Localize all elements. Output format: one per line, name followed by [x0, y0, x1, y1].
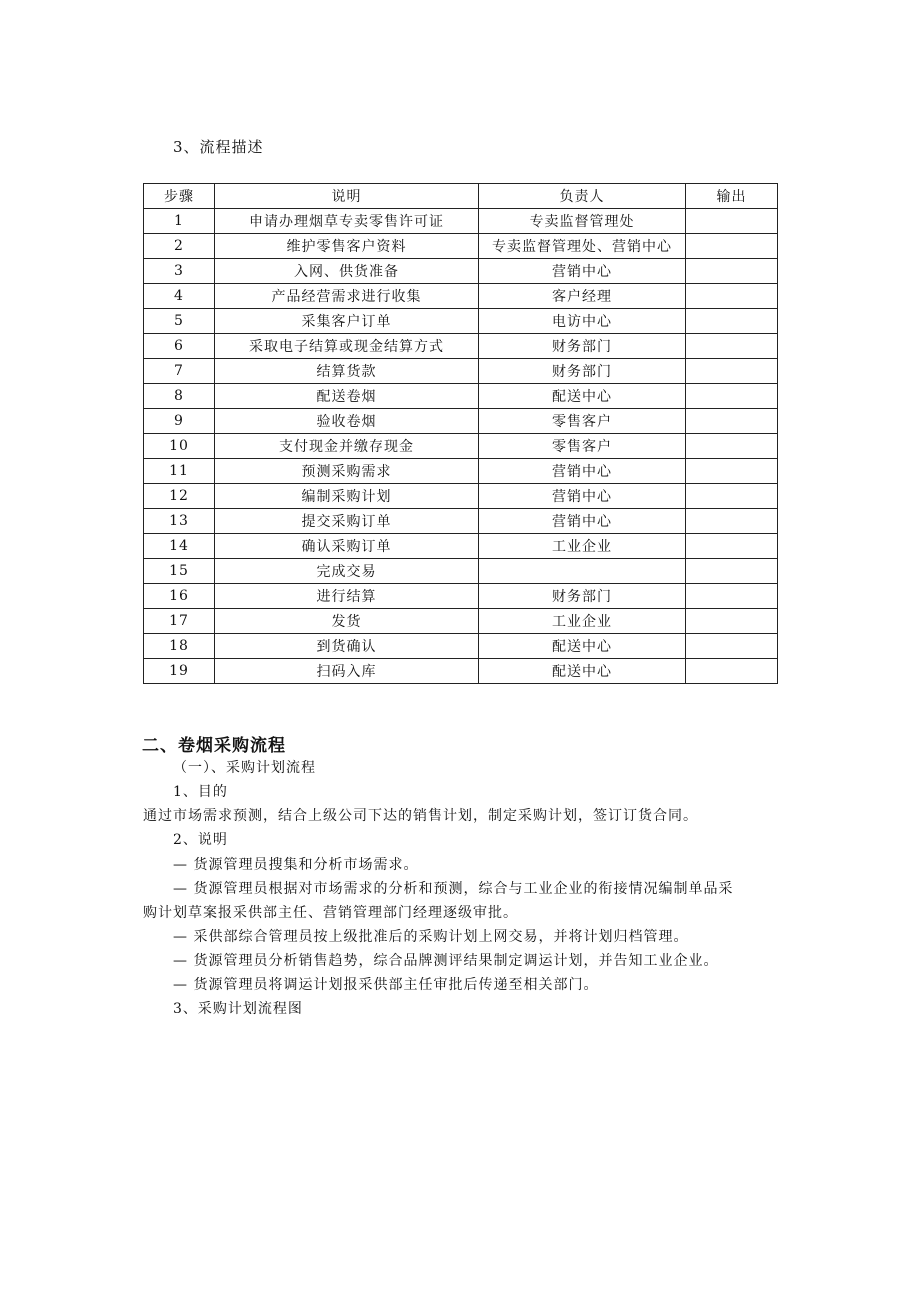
- table-row: [144, 659, 778, 684]
- table-row: [144, 409, 778, 434]
- table-row: [144, 359, 778, 384]
- cell-output: [686, 659, 778, 684]
- cell-owner: 工业企业: [479, 609, 686, 634]
- cell-description: 提交采购订单: [215, 509, 479, 534]
- cell-owner: 专卖监督管理处: [479, 209, 686, 234]
- cell-output: [686, 309, 778, 334]
- cell-description: 入网、供货准备: [215, 259, 479, 284]
- flowchart-heading: 3、采购计划流程图: [173, 1001, 303, 1017]
- cell-output: [686, 259, 778, 284]
- cell-step: 14: [144, 534, 215, 559]
- table-row: [144, 634, 778, 659]
- cell-owner: [479, 559, 686, 584]
- column-header-description: 说明: [215, 184, 479, 209]
- cell-output: [686, 209, 778, 234]
- cell-output: [686, 584, 778, 609]
- cell-owner: 电访中心: [479, 309, 686, 334]
- cell-description: 预测采购需求: [215, 459, 479, 484]
- explanation-bullet: — 货源管理员根据对市场需求的分析和预测，综合与工业企业的衔接情况编制单品采: [173, 881, 734, 897]
- cell-step: 2: [144, 234, 215, 259]
- cell-owner: 零售客户: [479, 434, 686, 459]
- cell-output: [686, 534, 778, 559]
- cell-step: 3: [144, 259, 215, 284]
- cell-step: 16: [144, 584, 215, 609]
- cell-output: [686, 459, 778, 484]
- cell-step: 18: [144, 634, 215, 659]
- table-row: [144, 434, 778, 459]
- table-row: [144, 509, 778, 534]
- table-row: [144, 559, 778, 584]
- cell-description: 配送卷烟: [215, 384, 479, 409]
- process-steps-table: [143, 183, 778, 684]
- cell-owner: 营销中心: [479, 459, 686, 484]
- cell-step: 11: [144, 459, 215, 484]
- cell-description: 采集客户订单: [215, 309, 479, 334]
- explanation-bullet: — 货源管理员将调运计划报采供部主任审批后传递至相关部门。: [173, 977, 599, 993]
- cell-owner: 配送中心: [479, 659, 686, 684]
- cell-description: 发货: [215, 609, 479, 634]
- cell-output: [686, 434, 778, 459]
- cell-description: 扫码入库: [215, 659, 479, 684]
- subsection-title-procurement-plan: （一）、采购计划流程: [173, 760, 316, 776]
- cell-owner: 零售客户: [479, 409, 686, 434]
- cell-step: 17: [144, 609, 215, 634]
- column-header-output: 输出: [686, 184, 778, 209]
- cell-owner: 财务部门: [479, 584, 686, 609]
- cell-description: 验收卷烟: [215, 409, 479, 434]
- table-row: [144, 534, 778, 559]
- purpose-text: 通过市场需求预测，结合上级公司下达的销售计划，制定采购计划，签订订货合同。: [143, 808, 698, 824]
- cell-owner: 工业企业: [479, 534, 686, 559]
- section-heading-process-description: 3、流程描述: [173, 138, 264, 156]
- cell-step: 15: [144, 559, 215, 584]
- cell-description: 完成交易: [215, 559, 479, 584]
- cell-owner: 客户经理: [479, 284, 686, 309]
- explanation-bullet-continuation: 购计划草案报采供部主任、营销管理部门经理逐级审批。: [143, 905, 518, 921]
- cell-step: 13: [144, 509, 215, 534]
- cell-description: 编制采购计划: [215, 484, 479, 509]
- cell-step: 7: [144, 359, 215, 384]
- cell-output: [686, 384, 778, 409]
- cell-description: 维护零售客户资料: [215, 234, 479, 259]
- column-header-owner: 负责人: [479, 184, 686, 209]
- cell-output: [686, 284, 778, 309]
- cell-step: 10: [144, 434, 215, 459]
- cell-owner: 专卖监督管理处、营销中心: [479, 234, 686, 259]
- table-row: [144, 609, 778, 634]
- table-row: [144, 234, 778, 259]
- explanation-bullet: — 货源管理员搜集和分析市场需求。: [173, 857, 419, 873]
- table-row: [144, 284, 778, 309]
- cell-output: [686, 634, 778, 659]
- cell-owner: 财务部门: [479, 334, 686, 359]
- cell-owner: 营销中心: [479, 509, 686, 534]
- explanation-bullet: — 货源管理员分析销售趋势，综合品牌测评结果制定调运计划，并告知工业企业。: [173, 953, 719, 969]
- table-header-row: [144, 184, 778, 209]
- cell-output: [686, 559, 778, 584]
- cell-description: 进行结算: [215, 584, 479, 609]
- cell-output: [686, 509, 778, 534]
- table-row: [144, 259, 778, 284]
- cell-output: [686, 334, 778, 359]
- column-header-step: 步骤: [144, 184, 215, 209]
- cell-owner: 配送中心: [479, 384, 686, 409]
- table-row: [144, 459, 778, 484]
- cell-owner: 营销中心: [479, 484, 686, 509]
- cell-step: 12: [144, 484, 215, 509]
- table-row: [144, 309, 778, 334]
- cell-output: [686, 234, 778, 259]
- cell-output: [686, 409, 778, 434]
- cell-step: 8: [144, 384, 215, 409]
- cell-description: 到货确认: [215, 634, 479, 659]
- purpose-heading: 1、目的: [173, 784, 228, 800]
- cell-step: 4: [144, 284, 215, 309]
- cell-output: [686, 359, 778, 384]
- cell-step: 1: [144, 209, 215, 234]
- cell-description: 结算货款: [215, 359, 479, 384]
- cell-step: 6: [144, 334, 215, 359]
- cell-output: [686, 609, 778, 634]
- section-title-cigarette-procurement: 二、卷烟采购流程: [142, 736, 286, 756]
- table-row: [144, 484, 778, 509]
- cell-description: 申请办理烟草专卖零售许可证: [215, 209, 479, 234]
- table-row: [144, 384, 778, 409]
- table-row: [144, 584, 778, 609]
- explanation-bullet: — 采供部综合管理员按上级批准后的采购计划上网交易，并将计划归档管理。: [173, 929, 689, 945]
- cell-description: 产品经营需求进行收集: [215, 284, 479, 309]
- cell-description: 采取电子结算或现金结算方式: [215, 334, 479, 359]
- cell-owner: 财务部门: [479, 359, 686, 384]
- cell-step: 5: [144, 309, 215, 334]
- cell-description: 支付现金并缴存现金: [215, 434, 479, 459]
- table-row: [144, 209, 778, 234]
- table-row: [144, 334, 778, 359]
- explanation-heading: 2、说明: [173, 832, 228, 848]
- cell-owner: 配送中心: [479, 634, 686, 659]
- cell-owner: 营销中心: [479, 259, 686, 284]
- cell-step: 19: [144, 659, 215, 684]
- cell-description: 确认采购订单: [215, 534, 479, 559]
- table-body: [144, 209, 778, 684]
- cell-step: 9: [144, 409, 215, 434]
- cell-output: [686, 484, 778, 509]
